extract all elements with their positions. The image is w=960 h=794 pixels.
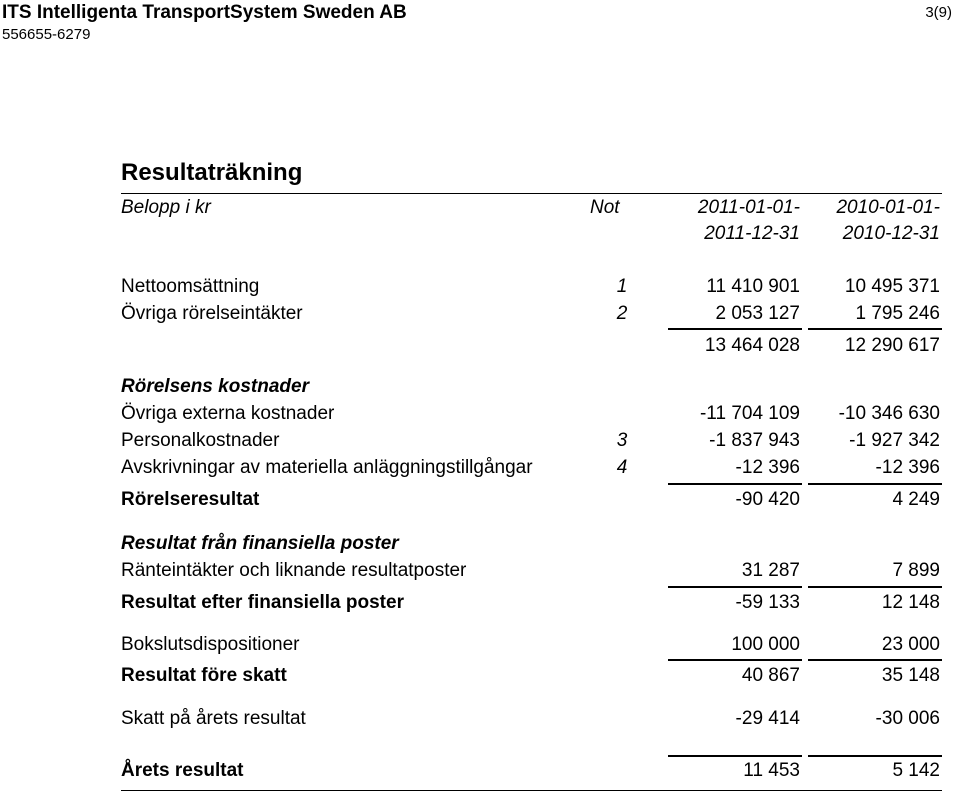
row-value-2011: -29 414 [735, 708, 800, 729]
row-label: Bokslutsdispositioner [121, 634, 300, 655]
row-value-2011: -90 420 [735, 489, 800, 510]
subtotal-value-2011: 13 464 028 [704, 335, 800, 356]
period2-end: 2010-12-31 [842, 223, 940, 244]
row-label: Resultat före skatt [121, 665, 287, 686]
sum-rule [808, 483, 942, 485]
row-label: Avskrivningar av materiella anläggningstillgångar [121, 457, 533, 478]
period1-end: 2011-12-31 [704, 223, 800, 244]
section-heading: Rörelsens kostnader [121, 376, 309, 397]
row-note: 2 [616, 303, 628, 324]
row-value-2011: -1 837 943 [709, 430, 800, 451]
sum-rule [668, 755, 802, 757]
row-label: Rörelseresultat [121, 489, 260, 510]
row-value-2011: 11 410 901 [706, 276, 800, 297]
final-rule [121, 790, 942, 791]
row-value-2011: 11 453 [743, 760, 800, 781]
row-value-2011: 100 000 [731, 634, 800, 655]
report-title: Resultaträkning [121, 159, 303, 186]
row-note: 4 [616, 457, 628, 478]
sum-rule [668, 483, 802, 485]
note-column-header: Not [590, 197, 620, 218]
period1-start: 2011-01-01- [697, 197, 800, 218]
row-value-2010: -10 346 630 [838, 403, 940, 424]
page-number: 3(9) [925, 4, 952, 21]
row-value-2010: 10 495 371 [844, 276, 940, 297]
row-label: Övriga externa kostnader [121, 403, 335, 424]
row-value-2010: -12 396 [875, 457, 940, 478]
organisation-number: 556655-6279 [2, 26, 91, 43]
sum-rule [808, 586, 942, 588]
row-value-2010: 7 899 [892, 560, 940, 581]
sum-rule [668, 328, 802, 330]
row-value-2011: 2 053 127 [715, 303, 800, 324]
row-label: Ränteintäkter och liknande resultatposter [121, 560, 467, 581]
period2-start: 2010-01-01- [836, 197, 940, 218]
row-note: 1 [616, 276, 628, 297]
company-name: ITS Intelligenta TransportSystem Sweden AB [2, 2, 407, 23]
row-value-2010: 35 148 [881, 665, 940, 686]
row-label: Nettoomsättning [121, 276, 260, 297]
subtotal-value-2010: 12 290 617 [844, 335, 940, 356]
sum-rule [808, 659, 942, 661]
row-value-2011: 40 867 [741, 665, 800, 686]
row-value-2010: 4 249 [892, 489, 940, 510]
sum-rule [808, 328, 942, 330]
sum-rule [668, 659, 802, 661]
row-label: Personalkostnader [121, 430, 280, 451]
row-value-2010: 12 148 [881, 592, 940, 613]
row-value-2011: -59 133 [735, 592, 800, 613]
amount-unit-label: Belopp i kr [121, 197, 211, 218]
row-value-2010: 1 795 246 [855, 303, 940, 324]
section-heading: Resultat från finansiella poster [121, 533, 399, 554]
row-note: 3 [616, 430, 628, 451]
row-label: Årets resultat [121, 760, 244, 781]
row-label: Övriga rörelseintäkter [121, 303, 303, 324]
row-label: Skatt på årets resultat [121, 708, 306, 729]
row-label: Resultat efter finansiella poster [121, 592, 404, 613]
row-value-2010: 5 142 [892, 760, 940, 781]
row-value-2011: 31 287 [741, 560, 800, 581]
row-value-2010: -1 927 342 [849, 430, 940, 451]
row-value-2010: 23 000 [881, 634, 940, 655]
sum-rule [668, 586, 802, 588]
sum-rule [808, 755, 942, 757]
row-value-2011: -11 704 109 [699, 403, 800, 424]
title-rule [121, 193, 942, 194]
row-value-2011: -12 396 [735, 457, 800, 478]
row-value-2010: -30 006 [875, 708, 940, 729]
